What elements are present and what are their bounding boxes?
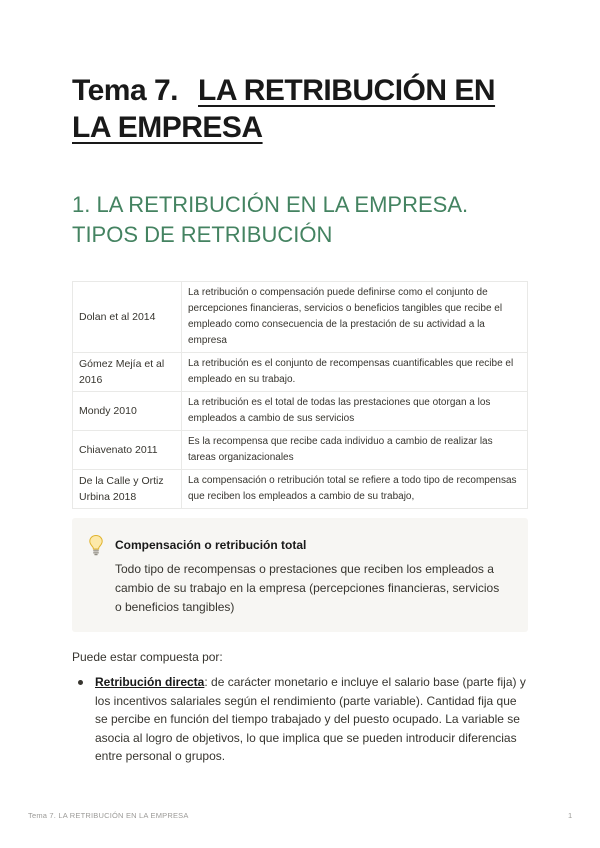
bullet-text: : de carácter monetario e incluye el salario base (parte fija) y los incentivos salariales según el rendimiento (parte variable). Cantidad fija que se percibe en función del tiempo trabajado y del puesto ocupado. La variable se asocia al logro de objetivos, lo que implica que se pueden introducir diferencias entre personal o grupos. bbox=[95, 675, 526, 763]
table-row bbox=[73, 282, 528, 353]
bullet-list bbox=[72, 673, 528, 766]
section-heading: 1. LA RETRIBUCIÓN EN LA EMPRESA. TIPOS DE RETRIBUCIÓN bbox=[72, 192, 469, 247]
author-cell: Gómez Mejía et al 2016 bbox=[73, 353, 182, 392]
definition-cell: La retribución o compensación puede definirse como el conjunto de percepciones financieras, servicios o beneficios tangibles que recibe el empleado como consecuencia de la prestación de su actividad a la empresa bbox=[182, 282, 528, 353]
title-number: Tema 7. bbox=[72, 74, 178, 107]
callout-title: Compensación o retribución total bbox=[115, 538, 307, 552]
author-cell: De la Calle y Ortiz Urbina 2018 bbox=[73, 470, 182, 509]
definition-cell: Es la recompensa que recibe cada individuo a cambio de realizar las tareas organizacionales bbox=[182, 431, 528, 470]
definition-cell: La retribución es el total de todas las prestaciones que otorgan a los empleados a cambio de sus servicios bbox=[182, 392, 528, 431]
bullet-term: Retribución directa bbox=[95, 675, 205, 689]
lightbulb-icon bbox=[88, 534, 104, 556]
intro-text: Puede estar compuesta por: bbox=[72, 650, 223, 664]
footer-title: Tema 7. LA RETRIBUCIÓN EN LA EMPRESA bbox=[28, 811, 189, 820]
definition-cell: La retribución es el conjunto de recompensas cuantificables que recibe el empleado en su trabajo. bbox=[182, 353, 528, 392]
bullet-icon bbox=[78, 680, 83, 685]
author-cell: Mondy 2010 bbox=[73, 392, 182, 431]
definitions-table bbox=[72, 281, 528, 509]
page-number: 1 bbox=[568, 811, 573, 820]
definition-cell: La compensación o retribución total se refiere a todo tipo de recompensas que reciben los empleados a cambio de su trabajo, bbox=[182, 470, 528, 509]
list-item bbox=[72, 673, 528, 766]
table-row bbox=[73, 392, 528, 431]
title-text: LA RETRIBUCIÓN EN LA EMPRESA bbox=[72, 74, 496, 144]
author-cell: Dolan et al 2014 bbox=[73, 282, 182, 353]
table-row bbox=[73, 431, 528, 470]
document-title bbox=[72, 72, 532, 146]
callout-box bbox=[72, 518, 528, 632]
author-cell: Chiavenato 2011 bbox=[73, 431, 182, 470]
table-row bbox=[73, 353, 528, 392]
table-row bbox=[73, 470, 528, 509]
callout-body: Todo tipo de recompensas o prestaciones que reciben los empleados a cambio de su trabajo en la empresa (percepciones financieras, servicios o beneficios tangibles) bbox=[115, 562, 500, 614]
